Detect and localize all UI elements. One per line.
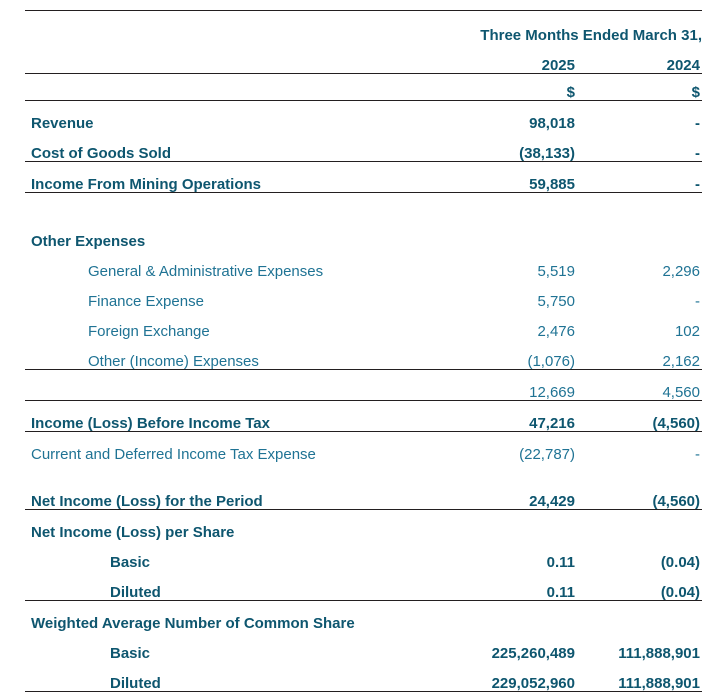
row-label: Diluted: [25, 570, 445, 601]
row-label: Basic: [110, 645, 151, 662]
table-row-revenue: [25, 101, 702, 132]
row-label: Revenue: [31, 115, 94, 132]
table-row-cost-of-goods-sold: [25, 131, 702, 162]
row-value-2025: 12,669: [445, 370, 575, 401]
financial-statement-table: [25, 10, 702, 692]
table-row-finance-expense: [25, 279, 702, 309]
row-value-2024: -: [575, 162, 702, 193]
row-value-2025: 0.11: [445, 570, 575, 601]
currency-symbol-prior: $: [575, 74, 702, 101]
row-value-2025: 5,750: [537, 293, 575, 310]
row-value-2024: (4,560): [575, 478, 702, 510]
table-row-other-income-expenses: [25, 339, 702, 370]
table-row-other-expenses-subtotal: [25, 370, 702, 401]
header-period-label: Three Months Ended March 31,: [445, 11, 702, 44]
row-value-2024: 4,560: [575, 370, 702, 401]
table-row-weighted-average-shares-heading: [25, 601, 702, 632]
row-value-2025: 24,429: [445, 478, 575, 510]
table-header-period-row: [25, 11, 702, 44]
table-row-net-income-loss-per-share-heading: [25, 510, 702, 541]
row-value-2024: [575, 601, 702, 632]
row-value-2025: 59,885: [445, 162, 575, 193]
row-value-2025: 5,519: [537, 263, 575, 280]
table-row-foreign-exchange: [25, 309, 702, 339]
table-row-weighted-average-basic: [25, 631, 702, 661]
row-value-2024: -: [575, 131, 702, 162]
row-value-2024: [575, 510, 702, 541]
row-value-2025: 0.11: [546, 554, 575, 571]
spacer-cell: [445, 462, 575, 478]
spacer-cell: [575, 193, 702, 220]
row-value-2025: 47,216: [445, 401, 575, 432]
row-label: Cost of Goods Sold: [25, 131, 445, 162]
row-label: Net Income (Loss) for the Period: [25, 478, 445, 510]
table-row-current-deferred-income-tax-expense: [25, 432, 702, 463]
header-year-current: 2025: [445, 43, 575, 74]
header-year-prior: 2024: [575, 43, 702, 74]
row-label: Diluted: [25, 661, 445, 692]
row-label: Weighted Average Number of Common Share: [31, 615, 355, 632]
row-value-2024: 111,888,901: [618, 645, 700, 662]
row-value-2024: [575, 219, 702, 249]
row-value-2025: 225,260,489: [491, 645, 575, 662]
row-value-2024: -: [695, 293, 700, 310]
table-row-net-income-loss-for-the-period: [25, 478, 702, 510]
row-value-2025: 2,476: [537, 323, 575, 340]
row-value-2024: (0.04): [575, 570, 702, 601]
row-value-2024: -: [695, 446, 700, 463]
row-value-2024: 2,296: [662, 263, 700, 280]
row-value-2025: 229,052,960: [445, 661, 575, 692]
spacer-cell: [445, 193, 575, 220]
header-currency-blank-cell: [25, 74, 445, 101]
spacer-row-before-net-income: [25, 462, 702, 478]
row-value-2024: 102: [674, 323, 700, 340]
row-value-2025: (38,133): [445, 131, 575, 162]
row-value-2025: [445, 601, 575, 632]
row-label: [25, 370, 445, 401]
header-blank-cell: [25, 11, 445, 44]
table-row-income-from-mining-operations: [25, 162, 702, 193]
header-years-blank-cell: [25, 43, 445, 74]
row-label: Foreign Exchange: [88, 323, 210, 340]
spacer-row-after-mining-operations: [25, 193, 702, 220]
table-row-general-administrative-expenses: [25, 249, 702, 279]
currency-symbol-current: $: [445, 74, 575, 101]
row-value-2025: (22,787): [519, 446, 575, 463]
table-row-eps-diluted: [25, 570, 702, 601]
row-label: Other (Income) Expenses: [25, 339, 445, 370]
row-label: Income From Mining Operations: [25, 162, 445, 193]
row-value-2024: 111,888,901: [575, 661, 702, 692]
row-label: Other Expenses: [31, 233, 146, 250]
spacer-cell: [575, 462, 702, 478]
row-label: Current and Deferred Income Tax Expense: [31, 446, 316, 463]
row-label: Basic: [110, 554, 151, 571]
table-row-other-expenses-heading: [25, 219, 702, 249]
row-value-2024: -: [695, 115, 700, 132]
table-header-currency-row: [25, 74, 702, 101]
row-value-2024: 2,162: [575, 339, 702, 370]
row-value-2024: (4,560): [575, 401, 702, 432]
row-label: General & Administrative Expenses: [88, 263, 324, 280]
row-value-2024: (0.04): [660, 554, 700, 571]
row-value-2025: [445, 510, 575, 541]
table-header-years-row: [25, 43, 702, 74]
table-row-eps-basic: [25, 540, 702, 570]
spacer-cell: [25, 193, 445, 220]
row-value-2025: (1,076): [445, 339, 575, 370]
row-label: Net Income (Loss) per Share: [31, 524, 235, 541]
row-label: Finance Expense: [88, 293, 204, 310]
row-value-2025: 98,018: [529, 115, 575, 132]
row-value-2025: [445, 219, 575, 249]
table-row-income-loss-before-income-tax: [25, 401, 702, 432]
spacer-cell: [25, 462, 445, 478]
row-label: Income (Loss) Before Income Tax: [25, 401, 445, 432]
